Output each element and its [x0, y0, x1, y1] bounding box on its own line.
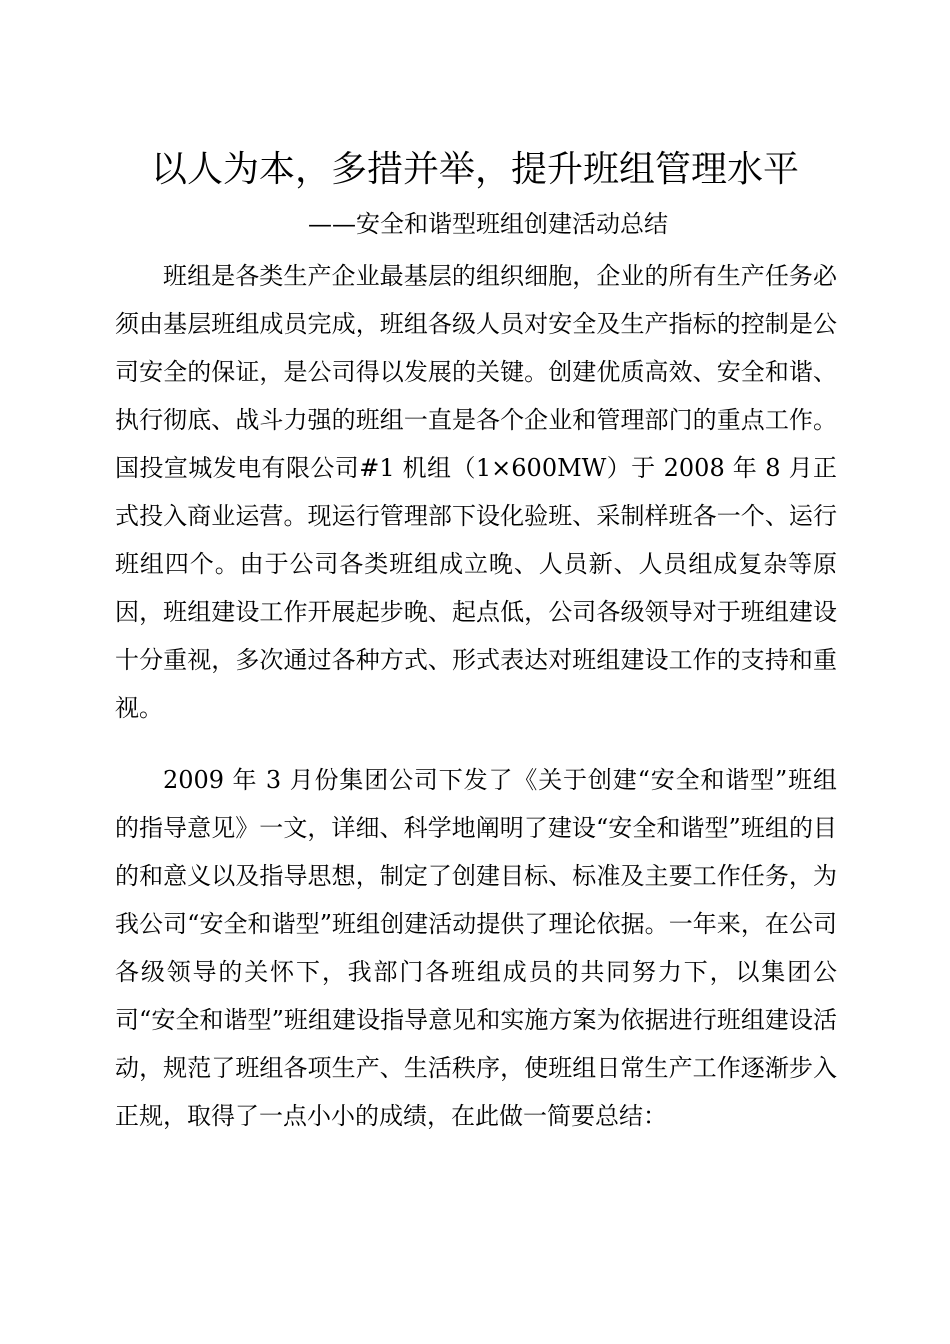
- document-title: 以人为本，多措并举，提升班组管理水平: [150, 149, 799, 190]
- document-subtitle: ——安全和谐型班组创建活动总结: [308, 210, 668, 238]
- paragraph-intro: 班组是各类生产企业最基层的组织细胞，企业的所有生产任务必须由基层班组成员完成，班组各级人员对安全及生产指标的控制是公司安全的保证，是公司得以发展的关键。创建优质高效、安全和谐、执行彻底、战斗力强的班组一直是各个企业和管理部门的重点工作。国投宣城发电有限公司#1 机组（1×600MW）于 2008 年 8 月正式投入商业运营。现运行管理部下设化验班、采制样班各一个、运行班组四个。由于公司各类班组成立晚、人员新、人员组成复杂等原因，班组建设工作开展起步晚、起点低，公司各级领导对于班组建设十分重视，多次通过各种方式、形式表达对班组建设工作的支持和重视。: [115, 262, 837, 722]
- paragraph-background: 2009 年 3 月份集团公司下发了《关于创建“安全和谐型”班组的指导意见》一文，详细、科学地阐明了建设“安全和谐型”班组的目的和意义以及指导思想，制定了创建目标、标准及主要工作任务，为我公司“安全和谐型”班组创建活动提供了理论依据。一年来，在公司各级领导的关怀下，我部门各班组成员的共同努力下，以集团公司“安全和谐型”班组建设指导意见和实施方案为依据进行班组建设活动，规范了班组各项生产、生活秩序，使班组日常生产工作逐渐步入正规，取得了一点小小的成绩，在此做一简要总结：: [115, 766, 837, 1130]
